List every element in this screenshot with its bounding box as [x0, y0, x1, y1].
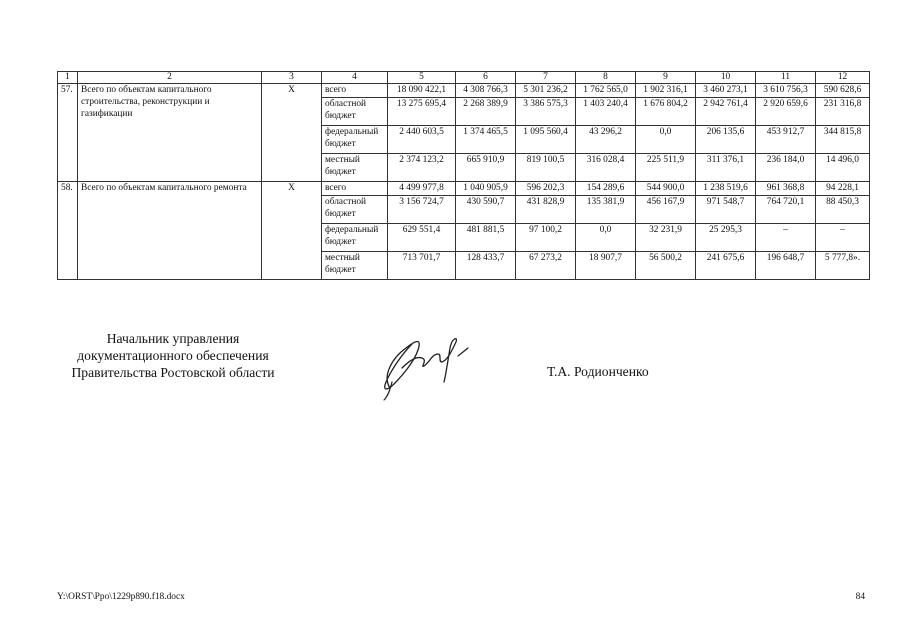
- amount-cell: 67 273,2: [516, 252, 576, 280]
- funding-source: областной бюджет: [322, 98, 388, 126]
- amount-cell: 344 815,8: [816, 126, 870, 154]
- amount-cell: 231 316,8: [816, 98, 870, 126]
- amount-cell: 431 828,9: [516, 196, 576, 224]
- amount-cell: 544 900,0: [636, 182, 696, 196]
- amount-cell: 1 238 519,6: [696, 182, 756, 196]
- amount-cell: 128 433,7: [456, 252, 516, 280]
- amount-cell: 154 289,6: [576, 182, 636, 196]
- amount-cell: 56 500,2: [636, 252, 696, 280]
- amount-cell: –: [816, 224, 870, 252]
- amount-cell: 456 167,9: [636, 196, 696, 224]
- amount-cell: 5 777,8».: [816, 252, 870, 280]
- amount-cell: 94 228,1: [816, 182, 870, 196]
- column-number: 1: [58, 72, 78, 84]
- funding-source: местный бюджет: [322, 252, 388, 280]
- row-marker: Х: [262, 84, 322, 182]
- amount-cell: 0,0: [576, 224, 636, 252]
- amount-cell: 135 381,9: [576, 196, 636, 224]
- amount-cell: 629 551,4: [388, 224, 456, 252]
- amount-cell: 961 368,8: [756, 182, 816, 196]
- column-number: 12: [816, 72, 870, 84]
- column-number: 3: [262, 72, 322, 84]
- column-number: 2: [78, 72, 262, 84]
- column-number: 5: [388, 72, 456, 84]
- table-row: [58, 182, 870, 196]
- row-marker: Х: [262, 182, 322, 280]
- amount-cell: 311 376,1: [696, 154, 756, 182]
- amount-cell: 1 374 465,5: [456, 126, 516, 154]
- amount-cell: 236 184,0: [756, 154, 816, 182]
- amount-cell: 43 296,2: [576, 126, 636, 154]
- amount-cell: 665 910,9: [456, 154, 516, 182]
- row-title: Всего по объектам капитального ремонта: [78, 182, 262, 280]
- column-number: 10: [696, 72, 756, 84]
- amount-cell: 819 100,5: [516, 154, 576, 182]
- amount-cell: 32 231,9: [636, 224, 696, 252]
- row-number: 57.: [58, 84, 78, 182]
- amount-cell: 590 628,6: [816, 84, 870, 98]
- amount-cell: 1 902 316,1: [636, 84, 696, 98]
- page-number: 84: [855, 592, 865, 602]
- amount-cell: 764 720,1: [756, 196, 816, 224]
- amount-cell: 971 548,7: [696, 196, 756, 224]
- amount-cell: 481 881,5: [456, 224, 516, 252]
- amount-cell: 25 295,3: [696, 224, 756, 252]
- funding-source: областной бюджет: [322, 196, 388, 224]
- funding-source: федеральный бюджет: [322, 224, 388, 252]
- amount-cell: 225 511,9: [636, 154, 696, 182]
- funding-source: всего: [322, 84, 388, 98]
- column-number: 8: [576, 72, 636, 84]
- amount-cell: 206 135,6: [696, 126, 756, 154]
- amount-cell: 596 202,3: [516, 182, 576, 196]
- amount-cell: 3 156 724,7: [388, 196, 456, 224]
- amount-cell: 3 386 575,3: [516, 98, 576, 126]
- funding-source: всего: [322, 182, 388, 196]
- amount-cell: 4 308 766,3: [456, 84, 516, 98]
- column-number: 6: [456, 72, 516, 84]
- signatory-title-line: Начальник управления: [106, 331, 240, 346]
- amount-cell: 13 275 695,4: [388, 98, 456, 126]
- amount-cell: 316 028,4: [576, 154, 636, 182]
- amount-cell: 14 496,0: [816, 154, 870, 182]
- table-header-row: [58, 72, 870, 84]
- amount-cell: 1 095 560,4: [516, 126, 576, 154]
- column-number: 7: [516, 72, 576, 84]
- amount-cell: 430 590,7: [456, 196, 516, 224]
- signatory-title: [57, 330, 289, 381]
- amount-cell: –: [756, 224, 816, 252]
- amount-cell: 2 268 389,9: [456, 98, 516, 126]
- handwritten-signature: [372, 318, 480, 404]
- row-title: Всего по объектам капитального строительства, реконструкции и газификации: [78, 84, 262, 182]
- amount-cell: 713 701,7: [388, 252, 456, 280]
- amount-cell: 18 090 422,1: [388, 84, 456, 98]
- row-number: 58.: [58, 182, 78, 280]
- amount-cell: 3 610 756,3: [756, 84, 816, 98]
- amount-cell: 1 676 804,2: [636, 98, 696, 126]
- amount-cell: 18 907,7: [576, 252, 636, 280]
- funding-source: местный бюджет: [322, 154, 388, 182]
- amount-cell: 0,0: [636, 126, 696, 154]
- amount-cell: 5 301 236,2: [516, 84, 576, 98]
- amount-cell: 2 942 761,4: [696, 98, 756, 126]
- column-number: 11: [756, 72, 816, 84]
- signatory-title-line: документационного обеспечения: [77, 348, 269, 363]
- amount-cell: 4 499 977,8: [388, 182, 456, 196]
- amount-cell: 1 040 905,9: [456, 182, 516, 196]
- amount-cell: 3 460 273,1: [696, 84, 756, 98]
- funding-source: федеральный бюджет: [322, 126, 388, 154]
- amount-cell: 2 440 603,5: [388, 126, 456, 154]
- document-file-path: Y:\ORST\Ppo\1229p890.f18.docx: [57, 592, 185, 602]
- amount-cell: 241 675,6: [696, 252, 756, 280]
- column-number: 4: [322, 72, 388, 84]
- amount-cell: 88 450,3: [816, 196, 870, 224]
- budget-table: [57, 71, 870, 280]
- amount-cell: 1 762 565,0: [576, 84, 636, 98]
- amount-cell: 453 912,7: [756, 126, 816, 154]
- column-number: 9: [636, 72, 696, 84]
- amount-cell: 1 403 240,4: [576, 98, 636, 126]
- table-row: [58, 84, 870, 98]
- amount-cell: 2 920 659,6: [756, 98, 816, 126]
- signatory-name: Т.А. Родионченко: [547, 364, 649, 379]
- amount-cell: 2 374 123,2: [388, 154, 456, 182]
- signatory-title-line: Правительства Ростовской области: [71, 365, 275, 380]
- amount-cell: 196 648,7: [756, 252, 816, 280]
- amount-cell: 97 100,2: [516, 224, 576, 252]
